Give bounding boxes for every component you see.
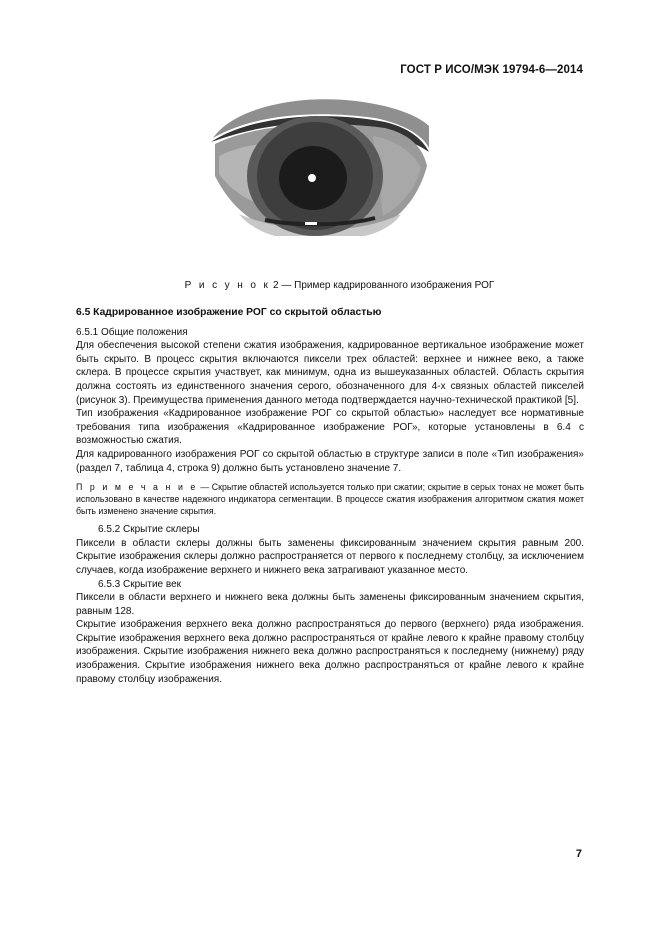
section-title: 6.5 Кадрированное изображение РОГ со скрытой областью xyxy=(76,307,382,318)
paragraph-3: Для кадрированного изображения РОГ со скрытой областью в структуре записи в поле «Тип изображения» (раздел 7, таблица 4, строка 9) должно быть установлено значение 7. xyxy=(76,448,584,474)
document-id-header: ГОСТ Р ИСО/МЭК 19794-6—2014 xyxy=(400,64,583,76)
paragraph-2: Тип изображения «Кадрированное изображение РОГ со скрытой областью» наследует все нормативные требования типа изображения «Кадрированное изображение РОГ», которые установлены в 6.4 с возможностью сжатия. xyxy=(76,408,584,447)
note-label: П р и м е ч а н и е xyxy=(76,482,198,493)
subsection-title-2: 6.5.2 Скрытие склеры xyxy=(98,524,200,536)
subsection-title-3: 6.5.3 Скрытие век xyxy=(98,578,182,590)
caption-text: 2 — Пример кадрированного изображения РОГ xyxy=(270,280,495,291)
note xyxy=(76,481,584,517)
section-body xyxy=(76,306,584,686)
paragraph-5: Пиксели в области верхнего и нижнего века должны быть заменены фиксированным значением скрытия, равным 128. xyxy=(76,592,584,617)
paragraph-4: Пиксели в области склеры должны быть заменены фиксированным значением скрытия равным 200. Скрытие изображения склеры должно распространяется от первого к последнему столбцу, за исключением случаев, когда изображение верхнего и нижнего века затрагивают указанное место. xyxy=(76,537,584,576)
cropped-iris-image xyxy=(205,96,432,240)
caption-label: Р и с у н о к xyxy=(184,280,271,291)
paragraph-1: Для обеспечения высокой степени сжатия изображения, кадрированное вертикальное изображение может быть скрыто. В процесс скрытия включаются пиксели трех областей: верхнее и нижнее веко, а также склера. В процессе скрытия участвует, как минимум, одна из вышеуказанных областей. Область скрытия должна состоять из единственного значения серого, обозначенного для 4-х связных областей пикселей (рисунок 3). Преимущества применения данного метода подтверждается научно-технической практикой [5]. xyxy=(76,340,584,406)
note-text: — Скрытие областей используется только при сжатии; скрытие в серых тонах не может быть использовано в качестве надежного индикатора сегментации. В процессе сжатия изображения алгоритмом сжатия может быть изменено значение скрытия. xyxy=(76,482,584,517)
subsection-title-1: 6.5.1 Общие положения xyxy=(76,326,188,338)
paragraph-6: Скрытие изображения верхнего века должно распространяться до первого (верхнего) ряда изображения. Скрытие изображения верхнего века должно распространяться от крайне левого к крайне правому столбцу изображения. Скрытие изображения нижнего века должно распространяться к последнему (нижнему) ряду изображения. Скрытие изображения нижнего века должно распространяться от крайне левого к крайне правому столбцу изображения. xyxy=(76,619,584,685)
page-number: 7 xyxy=(575,848,582,860)
figure-caption xyxy=(0,280,661,291)
eye-picture xyxy=(205,96,432,240)
